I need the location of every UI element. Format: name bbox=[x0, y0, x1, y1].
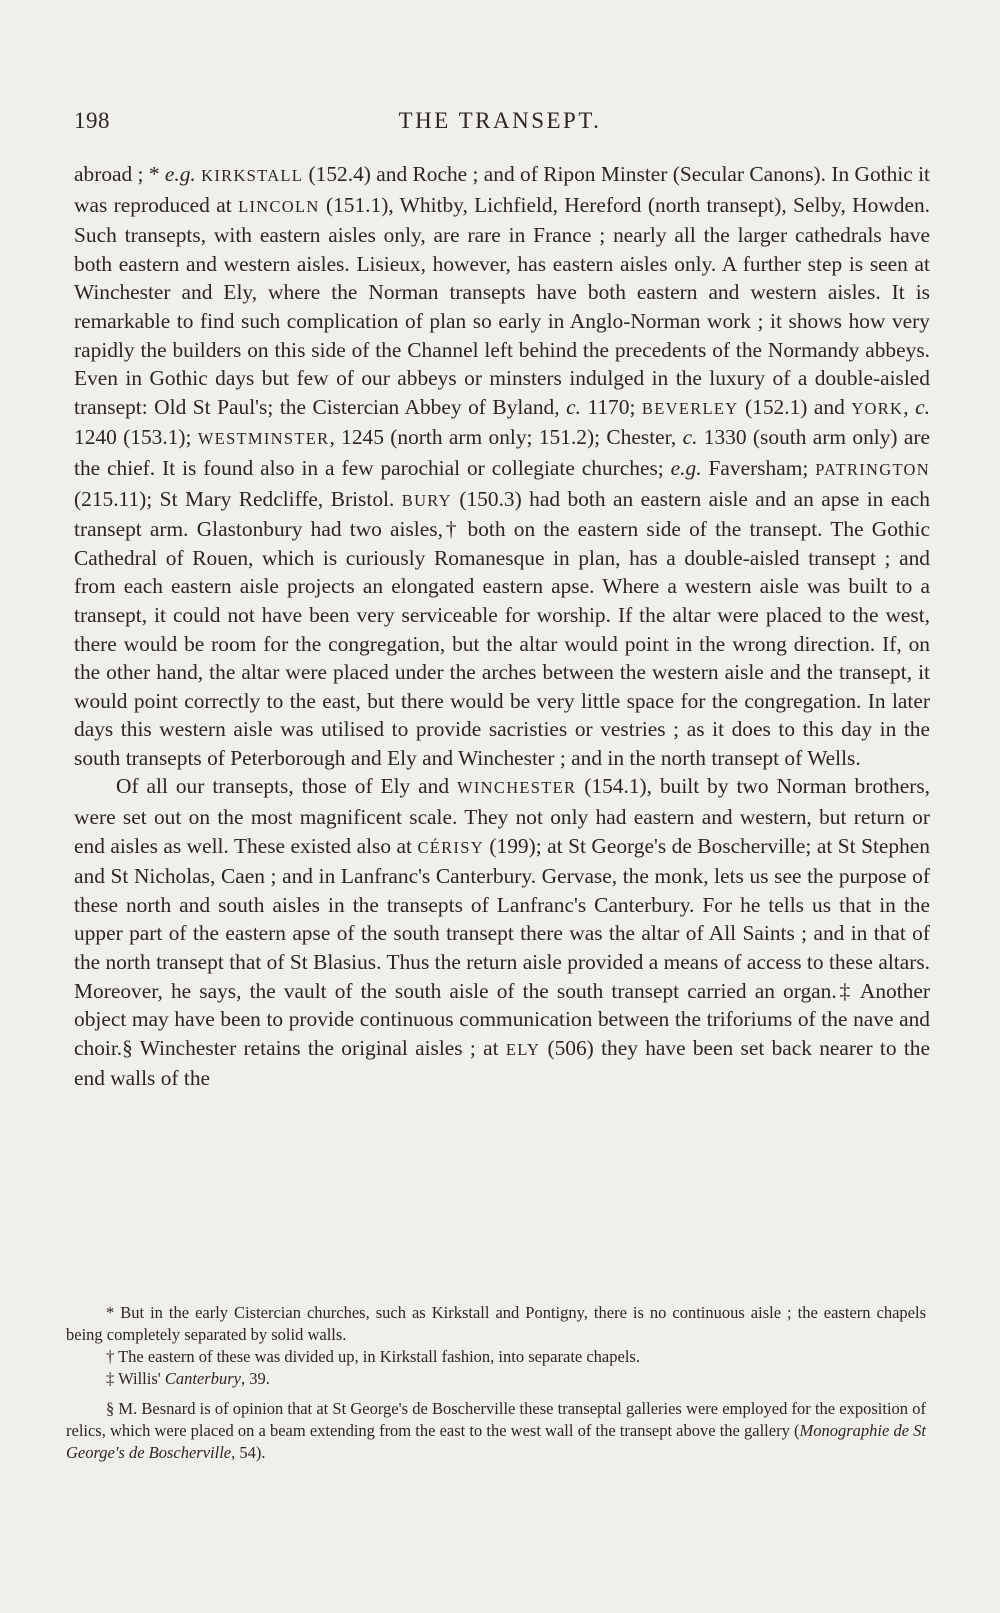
page-number: 198 bbox=[74, 108, 110, 133]
footnotes bbox=[66, 1302, 926, 1464]
footnote-asterisk: * But in the early Cistercian churches, such as Kirkstall and Pontigny, there is no continuous aisle ; the eastern chapels being completely separated by solid walls. bbox=[66, 1303, 926, 1344]
paragraph-2: Of all our transepts, those of Ely and WINCHESTER (154.1), built by two Norman brothers, were set out on the most magnificent scale. They not only had eastern and western, but return or end aisles as well. These existed also at CÉRISY (199); at St George's de Boscherville; at St Stephen and St Nicholas, Caen ; and in Lanfranc's Canterbury. Gervase, the monk, lets us see the purpose of these north and south aisles in the transepts of Lanfranc's Canterbury. For he tells us that in the upper part of the eastern apse of the south transept there was the altar of All Saints ; and in that of the north transept that of St Blasius. Thus the return aisle provided a means of access to these altars. Moreover, he says, the vault of the south aisle of the south transept carried an organ.‡ Another object may have been to provide continuous communication between the triforiums of the nave and choir.§ Winchester retains the original aisles ; at ELY (506) they have been set back nearer to the end walls of the bbox=[74, 774, 930, 1091]
paragraph-1: abroad ; * e.g. KIRKSTALL (152.4) and Roche ; and of Ripon Minster (Secular Canons). In Gothic it was reproduced at LINCOLN (151.1), Whitby, Lichfield, Hereford (north transept), Selby, Howden. Such transepts, with eastern aisles only, are rare in France ; nearly all the larger cathedrals have both eastern and western aisles. Lisieux, however, has eastern aisles only. A further step is seen at Winchester and Ely, where the Norman transepts have both eastern and western aisles. It is remarkable to find such complication of plan so early in Anglo-Norman work ; it shows how very rapidly the builders on this side of the Channel left behind the precedents of the Normandy abbeys. Even in Gothic days but few of our abbeys or minsters indulged in the luxury of a double-aisled transept: Old St Paul's; the Cistercian Abbey of Byland, c. 1170; BEVERLEY (152.1) and YORK, c. 1240 (153.1); WESTMINSTER, 1245 (north arm only; 151.2); Chester, c. 1330 (south arm only) are the chief. It is found also in a few parochial or collegiate churches; e.g. Faversham; PATRINGTON (215.11); St Mary Redcliffe, Bristol. BURY (150.3) had both an eastern aisle and an apse in each transept arm. Glastonbury had two aisles,† both on the eastern side of the transept. The Gothic Cathedral of Rouen, which is curiously Romanesque in plan, has a double-aisled transept ; and from each eastern aisle projects an elongated eastern apse. Where a western aisle was built to a transept, it could not have been very serviceable for worship. If the altar were placed to the west, there would be room for the congregation, but the altar would point in the wrong direction. If, on the other hand, the altar were placed under the arches between the western aisle and the transept, it would point correctly to the east, but there would be very little space for the congregation. In later days this western aisle was utilised to provide sacristies or vestries ; as it does to this day in the south transepts of Peterborough and Ely and Winchester ; and in the north transept of Wells. bbox=[74, 162, 930, 770]
footnote-double-dagger: ‡ Willis' Canterbury, 39. bbox=[106, 1369, 270, 1388]
footnote-dagger: † The eastern of these was divided up, in Kirkstall fashion, into separate chapels. bbox=[106, 1347, 640, 1366]
footnote-section: § M. Besnard is of opinion that at St George's de Boscherville these transeptal galleries were employed for the exposition of relics, which were placed on a beam extending from the east to the west wall of the transept above the gallery (Monographie de St George's de Boscherville, 54). bbox=[66, 1399, 927, 1462]
running-title: THE TRANSEPT. bbox=[398, 108, 602, 133]
body-text bbox=[74, 160, 930, 1093]
page-header bbox=[74, 108, 926, 138]
